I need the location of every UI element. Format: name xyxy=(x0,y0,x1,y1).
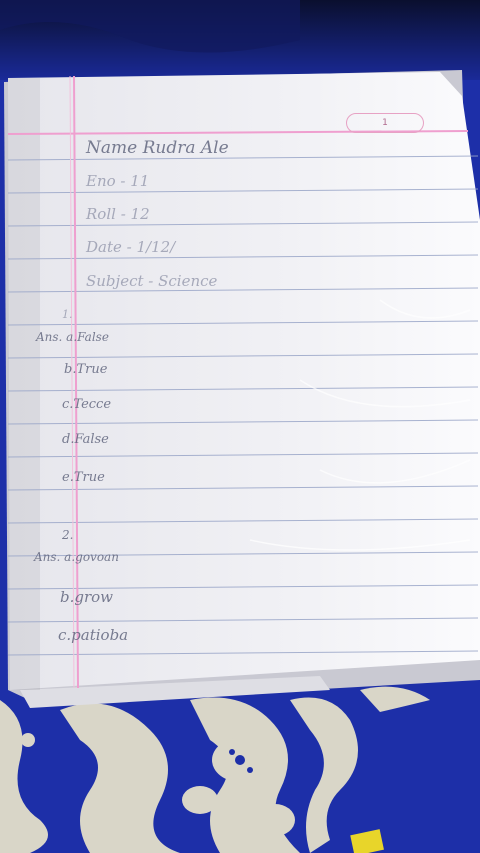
q1-answer-b: b.True xyxy=(64,362,108,377)
q1-answer-c: c.Tecce xyxy=(62,397,112,412)
header-subject: Subject - Science xyxy=(86,272,218,290)
question-1-number: 1. xyxy=(62,308,73,321)
q2-answer-c: c.patioba xyxy=(58,626,129,644)
page-number-box: 1 xyxy=(346,113,424,133)
q2-answer-a: Ans. a.govoan xyxy=(34,550,119,564)
question-2-number: 2. xyxy=(62,528,74,542)
q1-answer-a: Ans. a.False xyxy=(36,330,109,344)
header-name: Name Rudra Ale xyxy=(86,138,229,158)
header-date: Date - 1/12/ xyxy=(86,238,176,256)
q1-answer-e: e.True xyxy=(62,470,105,485)
page-shadow-left xyxy=(8,78,40,690)
q1-answer-d: d.False xyxy=(62,432,109,447)
header-line-2: Eno - 11 xyxy=(86,172,150,190)
q2-answer-b: b.grow xyxy=(60,588,114,606)
header-line-3: Roll - 12 xyxy=(86,205,150,223)
